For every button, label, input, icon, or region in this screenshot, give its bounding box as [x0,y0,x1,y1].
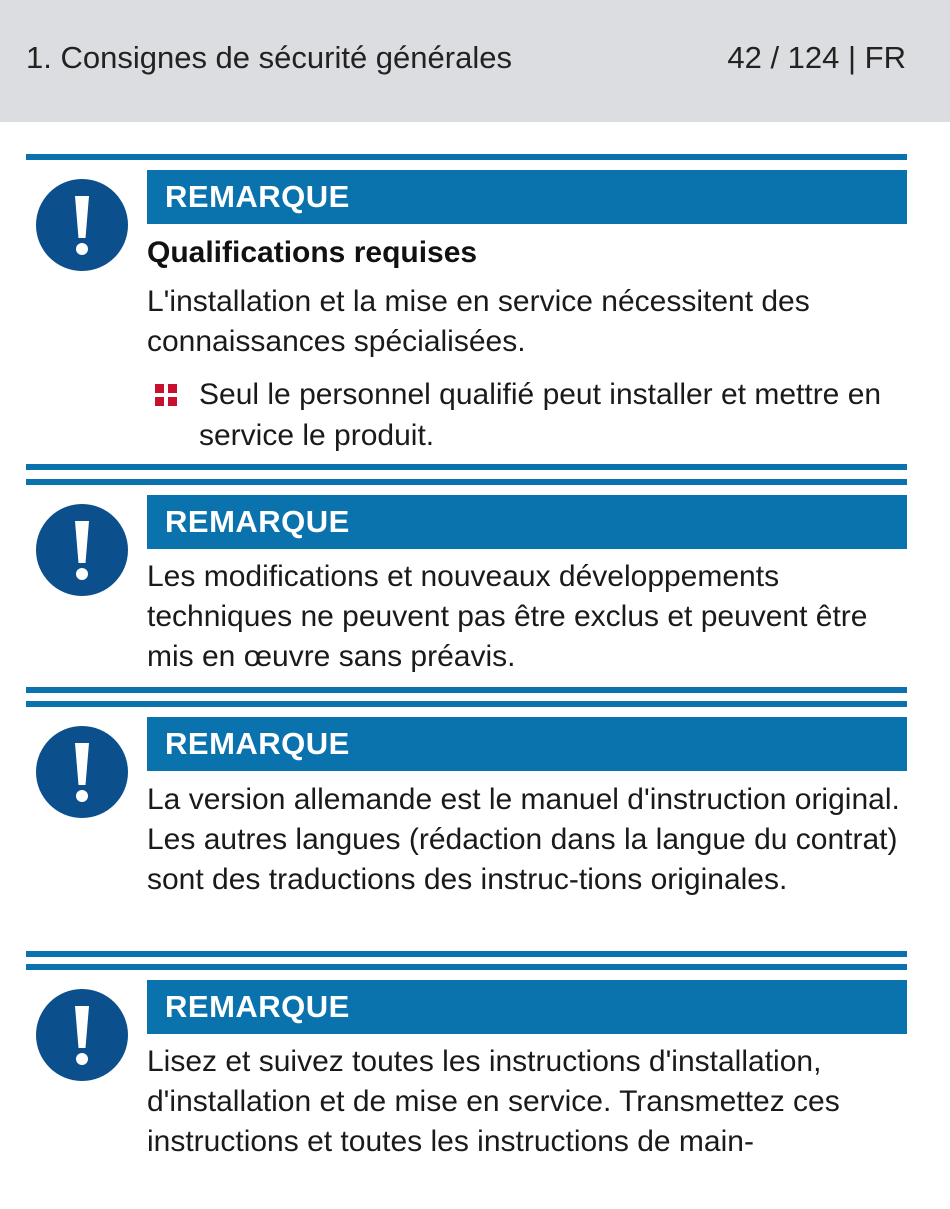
note-text: La version allemande est le manuel d'instruction original. Les autres langues (rédaction dans la langue du contrat) sont des traductions des instruc-tions originales. [147,783,900,896]
note-text: L'installation et la mise en service nécessitent des connaissances spécialisées. [147,285,810,358]
note-title: Qualifications requises [147,236,478,269]
exclamation-icon [35,503,129,597]
note-label: REMARQUE [165,179,350,214]
exclamation-icon [35,178,129,272]
note-label: REMARQUE [165,726,350,761]
note-label-bar [147,170,907,224]
note-label: REMARQUE [165,989,350,1024]
note-rule-top [26,964,907,970]
note-rule-top [26,701,907,707]
note-rule-bottom [26,687,907,693]
note-language [26,701,907,965]
exclamation-icon [35,988,129,1082]
page-header [0,0,950,122]
list-item [147,374,907,460]
bullet-square-icon [155,384,177,406]
note-label-bar [147,495,907,549]
note-label: REMARQUE [165,504,350,539]
note-modifications [26,479,907,695]
note-text: Les modifications et nouveaux développements techniques ne peuvent pas être exclus et peuvent être mis en œuvre sans préavis. [147,560,868,673]
note-label-bar [147,980,907,1034]
exclamation-icon [35,725,129,819]
page-number: 42 / 124 | FR [727,40,906,75]
note-rule-bottom [26,951,907,957]
note-instructions [26,964,907,1204]
note-text: Lisez et suivez toutes les instructions d'installation, d'installation et de mise en service. Transmettez ces instructions et toutes les instructions de main- [147,1045,840,1158]
note-rule-top [26,154,907,160]
note-rule-bottom [26,464,907,470]
note-qualifications [26,154,907,472]
note-rule-top [26,479,907,485]
chapter-title: 1. Consignes de sécurité générales [26,40,512,75]
bullet-text: Seul le personnel qualifié peut installer et mettre en service le produit. [199,378,882,452]
note-label-bar [147,717,907,771]
